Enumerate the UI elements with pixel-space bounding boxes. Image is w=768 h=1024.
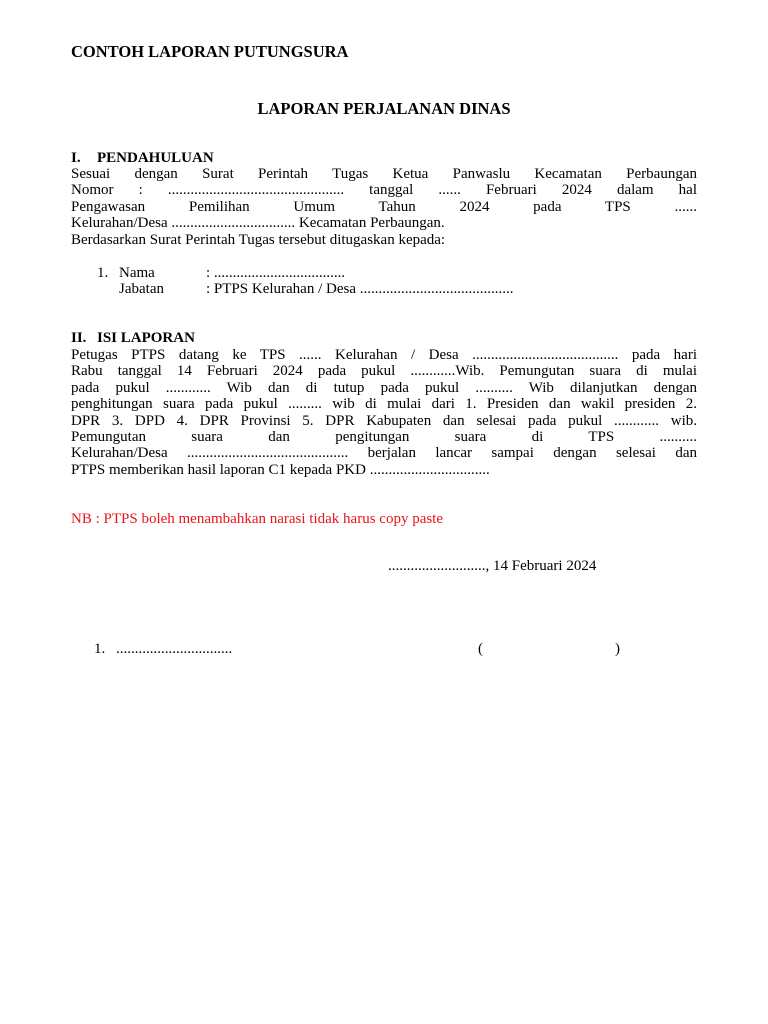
section1-line: Berdasarkan Surat Perintah Tugas tersebut ditugaskan kepada: bbox=[71, 231, 446, 248]
signature-paren-close: ) bbox=[615, 641, 620, 657]
section2-line: Pemungutan suara dan pengitungan suara di TPS .......... bbox=[71, 429, 697, 446]
report-title: LAPORAN PERJALANAN DINAS bbox=[257, 99, 511, 118]
section2-heading bbox=[71, 330, 195, 347]
officer-name-value: : ................................... bbox=[206, 265, 346, 281]
section2-number: II. bbox=[71, 330, 87, 346]
section2-body bbox=[71, 347, 697, 478]
section1-line: Pengawasan Pemilihan Umum Tahun 2024 pada TPS ...... bbox=[71, 198, 697, 215]
section2-line: DPR 3. DPD 4. DPR Provinsi 5. DPR Kabupaten dan selesai pada pukul ............ wib. bbox=[71, 412, 697, 429]
officer-number: 1. bbox=[97, 265, 109, 281]
officer-position-label: Jabatan bbox=[119, 281, 164, 298]
officer-position-row bbox=[97, 281, 513, 297]
section1-line: Sesuai dengan Surat Perintah Tugas Ketua Panwaslu Kecamatan Perbaungan bbox=[71, 166, 697, 182]
section2-line: Petugas PTPS datang ke TPS ...... Kelurahan / Desa ....................................... pada hari bbox=[71, 347, 697, 363]
section1-heading bbox=[71, 150, 214, 167]
section1-line: Kelurahan/Desa ................................. Kecamatan Perbaungan. bbox=[71, 215, 445, 232]
section2-heading-text: ISI LAPORAN bbox=[97, 330, 195, 346]
section2-line: Rabu tanggal 14 Februari 2024 pada pukul ............Wib. Pemungutan suara di mulai bbox=[71, 363, 697, 380]
section2-line: penghitungan suara pada pukul ......... wib di mulai dari 1. Presiden dan wakil presiden 2. bbox=[71, 396, 697, 413]
officer-position-value: : PTPS Kelurahan / Desa ......................................... bbox=[206, 281, 514, 298]
signature-name-placeholder: ............................... bbox=[116, 641, 233, 657]
section1-heading-text: PENDAHULUAN bbox=[97, 150, 214, 166]
section1-line: Nomor : ............................................... tanggal ...... Februari 2024 dalam hal bbox=[71, 182, 697, 199]
officer-list bbox=[97, 265, 513, 298]
officer-name-row bbox=[97, 265, 513, 281]
date-line: .........................., 14 Februari 2024 bbox=[388, 558, 597, 574]
section1-number: I. bbox=[71, 150, 81, 166]
document-header-title: CONTOH LAPORAN PUTUNGSURA bbox=[71, 42, 349, 61]
signature-number: 1. bbox=[94, 641, 106, 657]
section2-line: pada pukul ............ Wib dan di tutup pada pukul .......... Wib dilanjutkan dengan bbox=[71, 379, 697, 396]
section2-line: Kelurahan/Desa ........................................... berjalan lancar sampai dengan selesai dan bbox=[71, 445, 697, 462]
signature-paren-open: ( bbox=[478, 641, 483, 657]
note-text: NB : PTPS boleh menambahkan narasi tidak harus copy paste bbox=[71, 511, 444, 527]
section1-body bbox=[71, 166, 697, 248]
section2-line: PTPS memberikan hasil laporan C1 kepada PKD ................................ bbox=[71, 461, 490, 478]
officer-name-label: Nama bbox=[119, 265, 155, 281]
signature-row bbox=[94, 641, 232, 658]
